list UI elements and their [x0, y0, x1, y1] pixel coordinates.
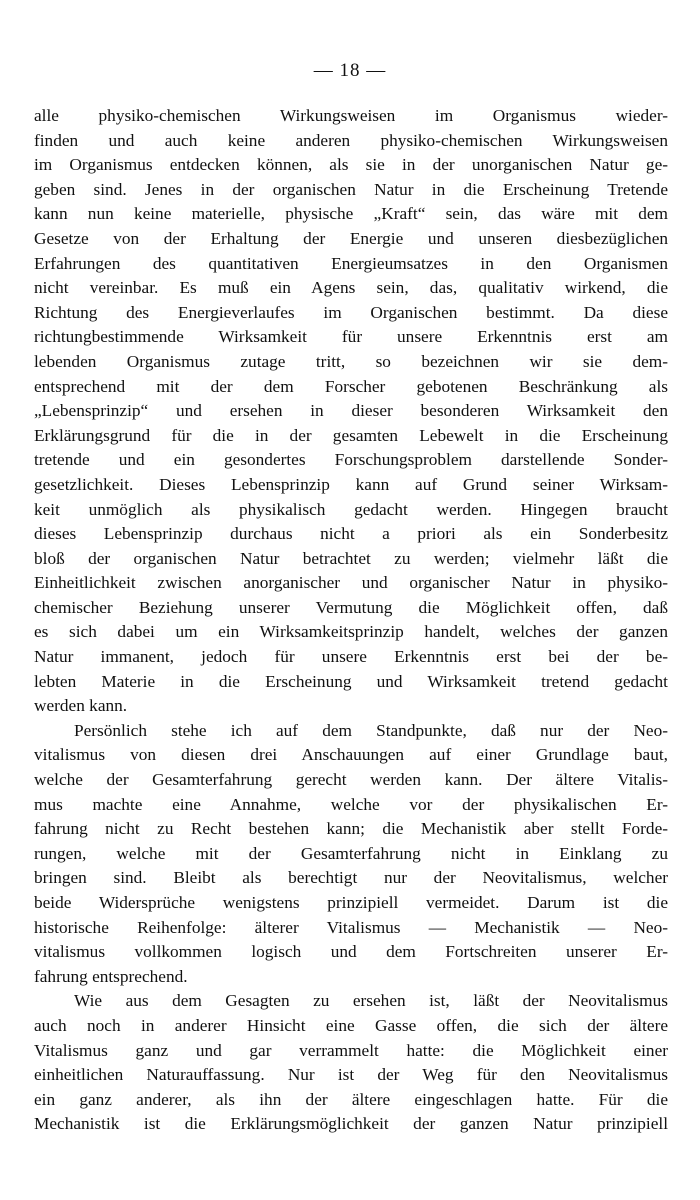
- text-line: bringen sind. Bleibt als berechtigt nur der Neovitalismus, welcher: [34, 868, 668, 888]
- text-line: gesetzlichkeit. Dieses Lebensprinzip kann auf Grund seiner Wirksam-: [34, 474, 668, 494]
- text-line: richtungbestimmende Wirksamkeit für unsere Erkenntnis erst am: [34, 327, 668, 347]
- text-line: im Organismus entdecken können, als sie in der unorganischen Natur ge-: [34, 155, 668, 175]
- text-line: Wie aus dem Gesagten zu ersehen ist, läßt der Neovitalismus: [74, 991, 668, 1011]
- text-line: rungen, welche mit der Gesamterfahrung nicht in Einklang zu: [34, 843, 668, 863]
- text-line: finden und auch keine anderen physiko-chemischen Wirkungsweisen: [34, 130, 668, 150]
- text-line: werden kann.: [34, 696, 128, 716]
- text-line: Vitalismus ganz und gar verrammelt hatte: die Möglichkeit einer: [34, 1040, 668, 1060]
- text-line: geben sind. Jenes in der organischen Natur in die Erscheinung Tretende: [34, 179, 668, 199]
- text-line: fahrung nicht zu Recht bestehen kann; die Mechanistik aber stellt Forde-: [34, 819, 668, 839]
- text-line: Mechanistik ist die Erklärungsmöglichkeit der ganzen Natur prinzipiell: [34, 1114, 668, 1134]
- text-line: Richtung des Energieverlaufes im Organischen bestimmt. Da diese: [34, 302, 668, 322]
- text-line: Gesetze von der Erhaltung der Energie und unseren diesbezüglichen: [34, 228, 668, 248]
- text-line: kann nun keine materielle, physische „Kraft“ sein, das wäre mit dem: [34, 204, 668, 224]
- text-line: nicht vereinbar. Es muß ein Agens sein, das, qualitativ wirkend, die: [34, 278, 668, 298]
- text-line: chemischer Beziehung unserer Vermutung die Möglichkeit offen, daß: [34, 597, 668, 617]
- text-line: Einheitlichkeit zwischen anorganischer und organischer Natur in physiko-: [34, 573, 668, 593]
- text-line: welche der Gesamterfahrung gerecht werden kann. Der ältere Vitalis-: [34, 770, 668, 790]
- text-line: Natur immanent, jedoch für unsere Erkenntnis erst bei der be-: [34, 647, 668, 667]
- text-line: historische Reihenfolge: älterer Vitalismus — Mechanistik — Neo-: [34, 917, 668, 937]
- text-line: alle physiko-chemischen Wirkungsweisen im Organismus wieder-: [34, 106, 668, 125]
- text-line: Persönlich stehe ich auf dem Standpunkte, daß nur der Neo-: [74, 720, 668, 740]
- text-line: fahrung entsprechend.: [34, 966, 188, 986]
- text-line: tretende und ein gesondertes Forschungsproblem darstellende Sonder-: [34, 450, 668, 470]
- text-line: vitalismus vollkommen logisch und dem Fortschreiten unserer Er-: [34, 942, 668, 962]
- text-line: lebenden Organismus zutage tritt, so bezeichnen wir sie dem-: [34, 351, 668, 371]
- text-line: auch noch in anderer Hinsicht eine Gasse offen, die sich der ältere: [34, 1015, 668, 1035]
- text-line: Erklärungsgrund für die in der gesamten Lebewelt in die Erscheinung: [34, 425, 668, 445]
- text-line: mus machte eine Annahme, welche vor der physikalischen Er-: [34, 794, 668, 814]
- text-line: einheitlichen Naturauffassung. Nur ist der Weg für den Neovitalismus: [34, 1065, 668, 1085]
- text-line: keit unmöglich als physikalisch gedacht werden. Hingegen braucht: [34, 499, 668, 519]
- text-line: lebten Materie in die Erscheinung und Wirksamkeit tretend gedacht: [34, 671, 668, 691]
- text-line: dieses Lebensprinzip durchaus nicht a priori als ein Sonderbesitz: [34, 524, 668, 544]
- text-line: es sich dabei um ein Wirksamkeitsprinzip handelt, welches der ganzen: [34, 622, 668, 642]
- text-line: bloß der organischen Natur betrachtet zu werden; vielmehr läßt die: [34, 548, 668, 568]
- text-line: ein ganz anderer, als ihn der ältere eingeschlagen hatte. Für die: [34, 1089, 668, 1109]
- text-line: vitalismus von diesen drei Anschauungen auf einer Grundlage baut,: [34, 745, 668, 765]
- page-number: — 18 —: [313, 60, 387, 81]
- body-text: [34, 104, 668, 1137]
- text-line: beide Widersprüche wenigstens prinzipiell vermeidet. Darum ist die: [34, 893, 668, 912]
- text-line: entsprechend mit der dem Forscher gebotenen Beschränkung als: [34, 376, 668, 396]
- text-line: Erfahrungen des quantitativen Energieumsatzes in den Organismen: [34, 253, 668, 273]
- text-line: „Lebensprinzip“ und ersehen in dieser besonderen Wirksamkeit den: [34, 401, 668, 421]
